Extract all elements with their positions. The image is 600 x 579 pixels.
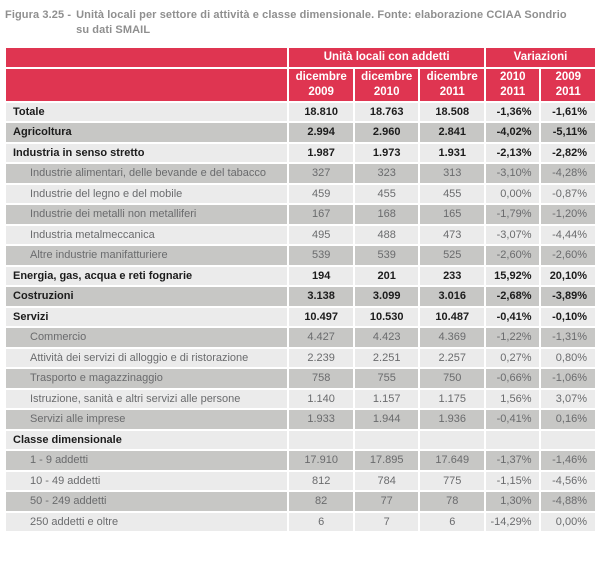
cell-variazione: -4,02% bbox=[485, 122, 540, 143]
table-row bbox=[5, 368, 596, 389]
cell-variazione bbox=[540, 430, 596, 451]
cell-unita-locali: 3.099 bbox=[354, 286, 420, 307]
figure-title-line1: Unità locali per settore di attività e classe dimensionale. Fonte: elaborazione CCIAA Sondrio bbox=[76, 9, 567, 21]
cell-unita-locali: 4.427 bbox=[288, 327, 354, 348]
data-table bbox=[4, 46, 597, 534]
cell-unita-locali: 4.423 bbox=[354, 327, 420, 348]
cell-variazione: 1,56% bbox=[485, 389, 540, 410]
cell-unita-locali: 17.649 bbox=[419, 450, 485, 471]
cell-variazione: -0,41% bbox=[485, 409, 540, 430]
row-label: Costruzioni bbox=[5, 286, 288, 307]
cell-unita-locali: 812 bbox=[288, 471, 354, 492]
cell-variazione: -1,46% bbox=[540, 450, 596, 471]
cell-variazione: -1,79% bbox=[485, 204, 540, 225]
cell-variazione: -4,28% bbox=[540, 163, 596, 184]
table-row bbox=[5, 409, 596, 430]
table-row bbox=[5, 102, 596, 123]
table-row bbox=[5, 225, 596, 246]
cell-variazione: -2,60% bbox=[540, 245, 596, 266]
cell-variazione: -5,11% bbox=[540, 122, 596, 143]
cell-unita-locali: 2.251 bbox=[354, 348, 420, 369]
cell-unita-locali: 1.140 bbox=[288, 389, 354, 410]
cell-variazione: -0,41% bbox=[485, 307, 540, 328]
cell-variazione: 3,07% bbox=[540, 389, 596, 410]
table-row bbox=[5, 327, 596, 348]
cell-variazione: -2,13% bbox=[485, 143, 540, 164]
figure-title bbox=[5, 8, 597, 38]
row-label: Trasporto e magazzinaggio bbox=[5, 368, 288, 389]
cell-variazione: -0,87% bbox=[540, 184, 596, 205]
figure-number-label: Figura 3.25 - bbox=[5, 9, 72, 21]
table-row bbox=[5, 286, 596, 307]
corner-blank-cell bbox=[5, 47, 288, 68]
cell-unita-locali: 539 bbox=[354, 245, 420, 266]
row-label: Agricoltura bbox=[5, 122, 288, 143]
figure-title-text bbox=[76, 8, 567, 38]
table-row bbox=[5, 389, 596, 410]
cell-unita-locali: 313 bbox=[419, 163, 485, 184]
cell-variazione: -3,89% bbox=[540, 286, 596, 307]
cell-variazione bbox=[485, 430, 540, 451]
column-header-var-2009-2011: 2009 2011 bbox=[540, 68, 596, 102]
cell-unita-locali: 327 bbox=[288, 163, 354, 184]
figure-title-line2: su dati SMAIL bbox=[76, 23, 151, 36]
cell-unita-locali bbox=[419, 430, 485, 451]
cell-unita-locali: 4.369 bbox=[419, 327, 485, 348]
cell-unita-locali: 7 bbox=[354, 512, 420, 533]
cell-unita-locali: 1.175 bbox=[419, 389, 485, 410]
group-header-unita-locali: Unità locali con addetti bbox=[288, 47, 485, 68]
cell-unita-locali: 1.973 bbox=[354, 143, 420, 164]
cell-variazione: -14,29% bbox=[485, 512, 540, 533]
table-row bbox=[5, 163, 596, 184]
cell-unita-locali: 3.138 bbox=[288, 286, 354, 307]
cell-unita-locali: 10.487 bbox=[419, 307, 485, 328]
cell-unita-locali: 2.960 bbox=[354, 122, 420, 143]
row-label: Altre industrie manifatturiere bbox=[5, 245, 288, 266]
row-label: Industrie alimentari, delle bevande e del tabacco bbox=[5, 163, 288, 184]
row-label: Classe dimensionale bbox=[5, 430, 288, 451]
cell-unita-locali: 233 bbox=[419, 266, 485, 287]
cell-variazione: -2,68% bbox=[485, 286, 540, 307]
row-label: Industrie dei metalli non metalliferi bbox=[5, 204, 288, 225]
table-row bbox=[5, 122, 596, 143]
cell-unita-locali: 2.994 bbox=[288, 122, 354, 143]
row-label: Industria in senso stretto bbox=[5, 143, 288, 164]
cell-unita-locali: 17.895 bbox=[354, 450, 420, 471]
row-label: Industrie del legno e del mobile bbox=[5, 184, 288, 205]
cell-variazione: 0,00% bbox=[540, 512, 596, 533]
column-header-dicembre-2010: dicembre 2010 bbox=[354, 68, 420, 102]
cell-unita-locali: 755 bbox=[354, 368, 420, 389]
cell-variazione: 0,00% bbox=[485, 184, 540, 205]
row-label: 10 - 49 addetti bbox=[5, 471, 288, 492]
cell-unita-locali: 82 bbox=[288, 491, 354, 512]
table-row bbox=[5, 143, 596, 164]
table-row bbox=[5, 245, 596, 266]
column-header-row bbox=[5, 68, 596, 102]
cell-unita-locali: 750 bbox=[419, 368, 485, 389]
row-label: Commercio bbox=[5, 327, 288, 348]
cell-unita-locali: 495 bbox=[288, 225, 354, 246]
cell-unita-locali bbox=[288, 430, 354, 451]
row-label: Servizi alle imprese bbox=[5, 409, 288, 430]
cell-unita-locali: 6 bbox=[419, 512, 485, 533]
cell-variazione: -1,37% bbox=[485, 450, 540, 471]
group-header-variazioni: Variazioni bbox=[485, 47, 596, 68]
cell-variazione: -4,44% bbox=[540, 225, 596, 246]
cell-unita-locali: 1.933 bbox=[288, 409, 354, 430]
cell-unita-locali: 323 bbox=[354, 163, 420, 184]
cell-unita-locali: 1.157 bbox=[354, 389, 420, 410]
table-row bbox=[5, 471, 596, 492]
column-header-dicembre-2011: dicembre 2011 bbox=[419, 68, 485, 102]
table-row bbox=[5, 430, 596, 451]
cell-unita-locali: 18.508 bbox=[419, 102, 485, 123]
cell-variazione: 20,10% bbox=[540, 266, 596, 287]
column-header-dicembre-2009: dicembre 2009 bbox=[288, 68, 354, 102]
cell-unita-locali: 17.910 bbox=[288, 450, 354, 471]
cell-variazione: -4,56% bbox=[540, 471, 596, 492]
cell-variazione: -3,07% bbox=[485, 225, 540, 246]
cell-unita-locali: 525 bbox=[419, 245, 485, 266]
row-label: 1 - 9 addetti bbox=[5, 450, 288, 471]
table-row bbox=[5, 512, 596, 533]
row-label: Energia, gas, acqua e reti fognarie bbox=[5, 266, 288, 287]
cell-variazione: 0,27% bbox=[485, 348, 540, 369]
cell-unita-locali: 3.016 bbox=[419, 286, 485, 307]
cell-unita-locali: 1.936 bbox=[419, 409, 485, 430]
row-label: 250 addetti e oltre bbox=[5, 512, 288, 533]
cell-variazione: -1,20% bbox=[540, 204, 596, 225]
cell-unita-locali bbox=[354, 430, 420, 451]
cell-unita-locali: 1.944 bbox=[354, 409, 420, 430]
cell-variazione: 0,16% bbox=[540, 409, 596, 430]
cell-unita-locali: 784 bbox=[354, 471, 420, 492]
cell-variazione: -1,15% bbox=[485, 471, 540, 492]
cell-variazione: -1,61% bbox=[540, 102, 596, 123]
cell-unita-locali: 10.530 bbox=[354, 307, 420, 328]
cell-variazione: 15,92% bbox=[485, 266, 540, 287]
group-header-row bbox=[5, 47, 596, 68]
table-body bbox=[5, 102, 596, 533]
cell-unita-locali: 455 bbox=[419, 184, 485, 205]
cell-unita-locali: 165 bbox=[419, 204, 485, 225]
cell-unita-locali: 168 bbox=[354, 204, 420, 225]
cell-unita-locali: 167 bbox=[288, 204, 354, 225]
cell-variazione: -0,66% bbox=[485, 368, 540, 389]
cell-unita-locali: 473 bbox=[419, 225, 485, 246]
table-row bbox=[5, 491, 596, 512]
row-label: 50 - 249 addetti bbox=[5, 491, 288, 512]
cell-unita-locali: 2.841 bbox=[419, 122, 485, 143]
cell-unita-locali: 6 bbox=[288, 512, 354, 533]
cell-unita-locali: 2.239 bbox=[288, 348, 354, 369]
cell-unita-locali: 459 bbox=[288, 184, 354, 205]
table-row bbox=[5, 348, 596, 369]
row-label: Totale bbox=[5, 102, 288, 123]
cell-unita-locali: 201 bbox=[354, 266, 420, 287]
cell-unita-locali: 10.497 bbox=[288, 307, 354, 328]
cell-unita-locali: 775 bbox=[419, 471, 485, 492]
cell-variazione: -2,82% bbox=[540, 143, 596, 164]
cell-variazione: -1,22% bbox=[485, 327, 540, 348]
cell-unita-locali: 1.987 bbox=[288, 143, 354, 164]
cell-unita-locali: 18.763 bbox=[354, 102, 420, 123]
cell-variazione: -2,60% bbox=[485, 245, 540, 266]
table-row bbox=[5, 450, 596, 471]
cell-unita-locali: 2.257 bbox=[419, 348, 485, 369]
cell-unita-locali: 539 bbox=[288, 245, 354, 266]
cell-unita-locali: 78 bbox=[419, 491, 485, 512]
cell-unita-locali: 758 bbox=[288, 368, 354, 389]
table-row bbox=[5, 204, 596, 225]
cell-unita-locali: 194 bbox=[288, 266, 354, 287]
table-row bbox=[5, 307, 596, 328]
table-row bbox=[5, 184, 596, 205]
cell-variazione: -4,88% bbox=[540, 491, 596, 512]
cell-unita-locali: 455 bbox=[354, 184, 420, 205]
row-label: Industria metalmeccanica bbox=[5, 225, 288, 246]
cell-unita-locali: 488 bbox=[354, 225, 420, 246]
cell-variazione: -1,06% bbox=[540, 368, 596, 389]
cell-unita-locali: 1.931 bbox=[419, 143, 485, 164]
column-header-var-2010-2011: 2010 2011 bbox=[485, 68, 540, 102]
cell-unita-locali: 77 bbox=[354, 491, 420, 512]
cell-variazione: -1,31% bbox=[540, 327, 596, 348]
cell-variazione: 1,30% bbox=[485, 491, 540, 512]
table-header bbox=[5, 47, 596, 102]
row-label: Attività dei servizi di alloggio e di ristorazione bbox=[5, 348, 288, 369]
corner-blank-cell bbox=[5, 68, 288, 102]
cell-variazione: -1,36% bbox=[485, 102, 540, 123]
row-label: Istruzione, sanità e altri servizi alle persone bbox=[5, 389, 288, 410]
row-label: Servizi bbox=[5, 307, 288, 328]
cell-variazione: 0,80% bbox=[540, 348, 596, 369]
table-row bbox=[5, 266, 596, 287]
cell-variazione: -3,10% bbox=[485, 163, 540, 184]
cell-variazione: -0,10% bbox=[540, 307, 596, 328]
cell-unita-locali: 18.810 bbox=[288, 102, 354, 123]
